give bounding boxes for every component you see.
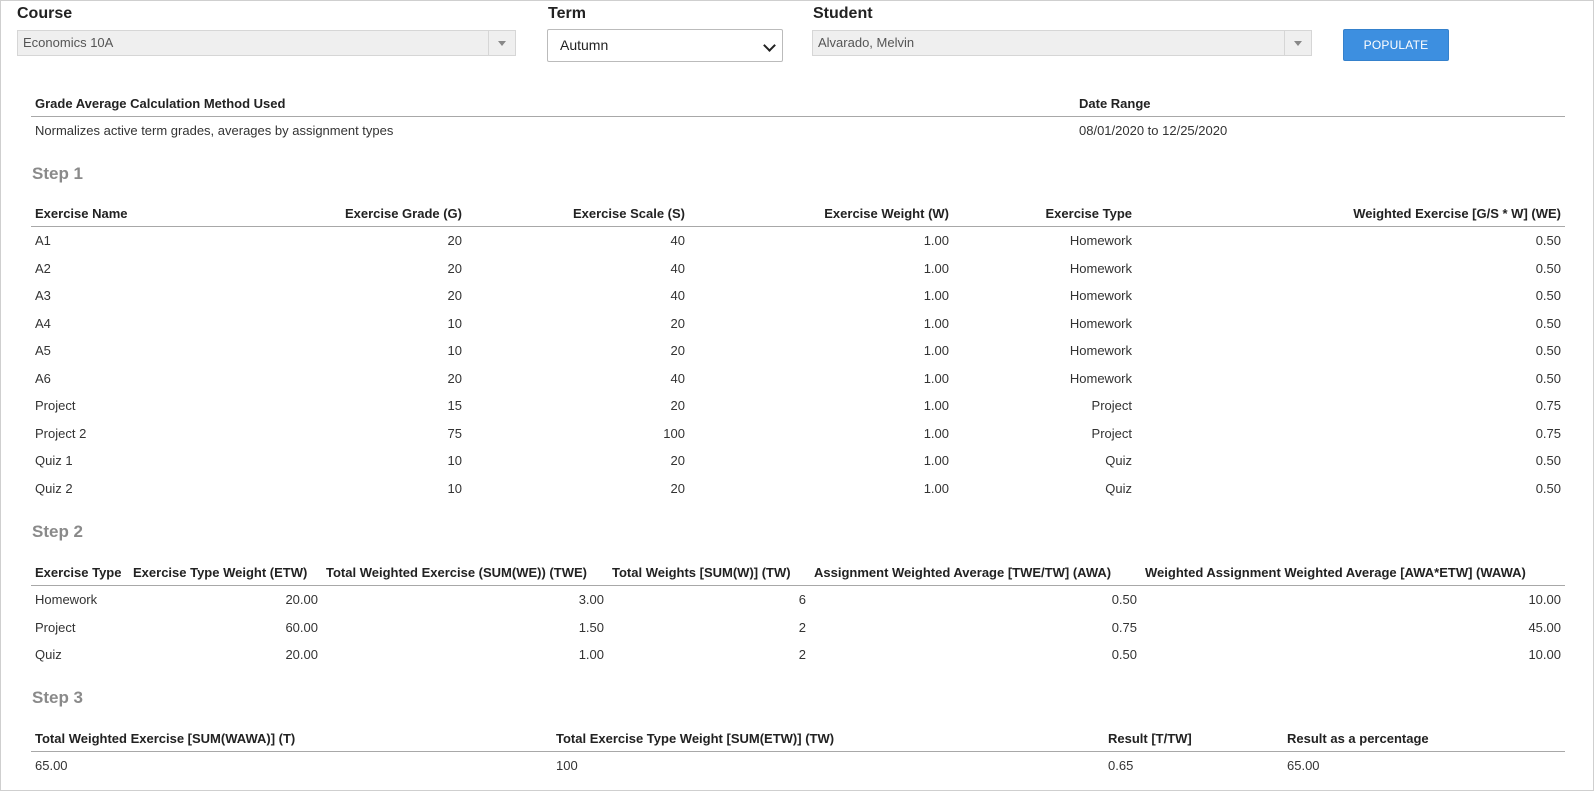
student-dropdown-button[interactable] — [1284, 31, 1311, 55]
exercise-type-row-cell: 10.00 — [1528, 647, 1561, 663]
exercise-row-cell: 40 — [670, 260, 685, 276]
exercise-row-cell: 10 — [447, 453, 462, 469]
exercise-row — [31, 420, 1565, 448]
exercise-row-cell: 1.00 — [923, 288, 949, 304]
exercise-type-row — [31, 586, 1565, 614]
exercise-row — [31, 310, 1565, 338]
exercise-type-row-cell: 20.00 — [285, 592, 318, 608]
exercise-type-row-cell: 0.75 — [1111, 619, 1137, 635]
result-row-cell: 65.00 — [35, 758, 68, 774]
exercise-row-cell: Homework — [1069, 233, 1132, 249]
exercise-row — [31, 447, 1565, 475]
summary-table — [31, 90, 1565, 145]
caret-down-icon — [498, 41, 506, 46]
exercise-row-cell: A2 — [35, 260, 51, 276]
exercise-row-cell: 10 — [447, 343, 462, 359]
exercise-type-row-cell: Homework — [35, 592, 98, 608]
date-range-header: Date Range — [1075, 90, 1565, 117]
exercise-row-cell: Quiz — [1105, 480, 1132, 496]
exercise-row-cell: 40 — [670, 370, 685, 386]
exercise-row-cell: 10 — [447, 480, 462, 496]
student-value: Alvarado, Melvin — [818, 35, 915, 50]
exercise-row-cell: 1.00 — [923, 233, 949, 249]
exercise-row — [31, 365, 1565, 393]
exercise-row-cell: A4 — [35, 315, 51, 331]
exercise-type-row-cell: 1.50 — [578, 619, 604, 635]
chevron-down-icon — [763, 39, 776, 52]
exercise-row-cell: 1.00 — [923, 480, 949, 496]
exercise-row — [31, 282, 1565, 310]
exercise-row-cell: 20 — [670, 343, 685, 359]
result-row-cell: 0.65 — [1108, 758, 1134, 774]
exercise-row-cell: 1.00 — [923, 425, 949, 441]
col-total-weights: Total Weights [SUM(W)] (TW) — [608, 559, 810, 586]
exercise-type-row-cell: 1.00 — [578, 647, 604, 663]
exercise-row-cell: 0.50 — [1535, 233, 1561, 249]
student-combobox[interactable] — [812, 30, 1312, 56]
exercise-row-cell: 1.00 — [923, 453, 949, 469]
col-exercise-name: Exercise Name — [31, 200, 231, 227]
step2-header-row — [31, 559, 1565, 586]
col-exercise-grade: Exercise Grade (G) — [231, 200, 466, 227]
result-row — [31, 752, 1565, 780]
exercise-row-cell: Homework — [1069, 343, 1132, 359]
exercise-row-cell: Project — [1091, 425, 1132, 441]
exercise-row — [31, 392, 1565, 420]
col-total-etw: Total Exercise Type Weight [SUM(ETW)] (TW) — [552, 725, 1104, 752]
col-awa: Assignment Weighted Average [TWE/TW] (AWA) — [810, 559, 1141, 586]
exercise-row-cell: Quiz — [1105, 453, 1132, 469]
term-select[interactable] — [547, 29, 783, 62]
result-row-cell: 100 — [556, 758, 578, 774]
exercise-row-cell: 20 — [447, 260, 462, 276]
exercise-row-cell: 1.00 — [923, 343, 949, 359]
col-exercise-weight: Exercise Weight (W) — [689, 200, 953, 227]
exercise-type-row-cell: 6 — [798, 592, 806, 608]
col-exercise-scale: Exercise Scale (S) — [466, 200, 689, 227]
step1-table — [31, 200, 1565, 502]
result-row-cell: 65.00 — [1287, 758, 1320, 774]
exercise-type-row — [31, 641, 1565, 669]
caret-down-icon — [1294, 41, 1302, 46]
col-type-weight: Exercise Type Weight (ETW) — [129, 559, 322, 586]
step1-title: Step 1 — [32, 164, 84, 183]
exercise-row-cell: 1.00 — [923, 315, 949, 331]
exercise-row-cell: 20 — [670, 480, 685, 496]
step3-header-row — [31, 725, 1565, 752]
exercise-row-cell: 15 — [447, 398, 462, 414]
exercise-row-cell: 40 — [670, 288, 685, 304]
populate-button[interactable]: POPULATE — [1343, 29, 1449, 61]
method-header: Grade Average Calculation Method Used — [31, 90, 1075, 117]
course-label: Course — [17, 5, 73, 22]
exercise-row-cell: 20 — [670, 315, 685, 331]
exercise-row — [31, 337, 1565, 365]
exercise-row-cell: 100 — [663, 425, 685, 441]
col-total-weighted: Total Weighted Exercise (SUM(WE)) (TWE) — [322, 559, 608, 586]
col-weighted-exercise: Weighted Exercise [G/S * W] (WE) — [1136, 200, 1565, 227]
exercise-type-row-cell: 2 — [798, 647, 806, 663]
col-result-percentage: Result as a percentage — [1283, 725, 1565, 752]
exercise-row-cell: Quiz 2 — [35, 480, 73, 496]
course-dropdown-button[interactable] — [488, 31, 515, 55]
course-value: Economics 10A — [23, 35, 114, 50]
exercise-type-row-cell: 60.00 — [285, 619, 318, 635]
exercise-row-cell: 0.50 — [1535, 260, 1561, 276]
step2-table — [31, 559, 1565, 669]
exercise-row-cell: 1.00 — [923, 398, 949, 414]
exercise-row-cell: 75 — [447, 425, 462, 441]
exercise-type-row-cell: 10.00 — [1528, 592, 1561, 608]
exercise-row-cell: A1 — [35, 233, 51, 249]
exercise-row-cell: 0.50 — [1535, 288, 1561, 304]
exercise-row-cell: Project 2 — [35, 425, 87, 441]
exercise-row-cell: 20 — [670, 453, 685, 469]
exercise-type-row-cell: 3.00 — [578, 592, 604, 608]
step3-table — [31, 725, 1565, 780]
step3-title: Step 3 — [32, 688, 84, 707]
exercise-row-cell: 20 — [447, 370, 462, 386]
exercise-type-row-cell: 2 — [798, 619, 806, 635]
step2-title: Step 2 — [32, 522, 84, 541]
exercise-row-cell: 0.50 — [1535, 480, 1561, 496]
exercise-type-row-cell: 20.00 — [285, 647, 318, 663]
exercise-row-cell: Project — [1091, 398, 1132, 414]
exercise-type-row-cell: 0.50 — [1111, 592, 1137, 608]
exercise-row-cell: Homework — [1069, 370, 1132, 386]
exercise-row-cell: A6 — [35, 370, 51, 386]
col-result: Result [T/TW] — [1104, 725, 1283, 752]
exercise-row-cell: Homework — [1069, 260, 1132, 276]
exercise-row-cell: 20 — [447, 233, 462, 249]
exercise-row-cell: Homework — [1069, 315, 1132, 331]
exercise-type-row-cell: 45.00 — [1528, 619, 1561, 635]
exercise-row-cell: 40 — [670, 233, 685, 249]
exercise-row-cell: 1.00 — [923, 370, 949, 386]
term-label: Term — [548, 5, 586, 22]
exercise-row — [31, 475, 1565, 503]
step1-header-row — [31, 200, 1565, 227]
exercise-row — [31, 255, 1565, 283]
col-exercise-type: Exercise Type — [953, 200, 1136, 227]
exercise-row-cell: 20 — [670, 398, 685, 414]
exercise-row-cell: 0.75 — [1535, 425, 1561, 441]
exercise-row-cell: 0.75 — [1535, 398, 1561, 414]
exercise-row-cell: 0.50 — [1535, 370, 1561, 386]
exercise-row-cell: Quiz 1 — [35, 453, 73, 469]
method-value: Normalizes active term grades, averages by assignment types — [35, 123, 394, 139]
exercise-row-cell: 10 — [447, 315, 462, 331]
exercise-row-cell: 20 — [447, 288, 462, 304]
exercise-row — [31, 227, 1565, 255]
exercise-type-row — [31, 614, 1565, 642]
exercise-row-cell: 0.50 — [1535, 453, 1561, 469]
exercise-type-row-cell: 0.50 — [1111, 647, 1137, 663]
exercise-row-cell: A5 — [35, 343, 51, 359]
col-type: Exercise Type — [31, 559, 129, 586]
exercise-row-cell: 0.50 — [1535, 315, 1561, 331]
exercise-row-cell: Project — [35, 398, 76, 414]
exercise-type-row-cell: Project — [35, 619, 76, 635]
date-range-value: 08/01/2020 to 12/25/2020 — [1079, 123, 1228, 139]
exercise-row-cell: A3 — [35, 288, 51, 304]
student-label: Student — [813, 5, 873, 22]
exercise-row-cell: 0.50 — [1535, 343, 1561, 359]
exercise-row-cell: Homework — [1069, 288, 1132, 304]
exercise-row-cell: 1.00 — [923, 260, 949, 276]
exercise-type-row-cell: Quiz — [35, 647, 62, 663]
col-wawa: Weighted Assignment Weighted Average [AWA*ETW] (WAWA) — [1141, 559, 1565, 586]
term-value: Autumn — [560, 37, 609, 53]
course-combobox[interactable] — [17, 30, 516, 56]
col-total-wawa: Total Weighted Exercise [SUM(WAWA)] (T) — [31, 725, 552, 752]
